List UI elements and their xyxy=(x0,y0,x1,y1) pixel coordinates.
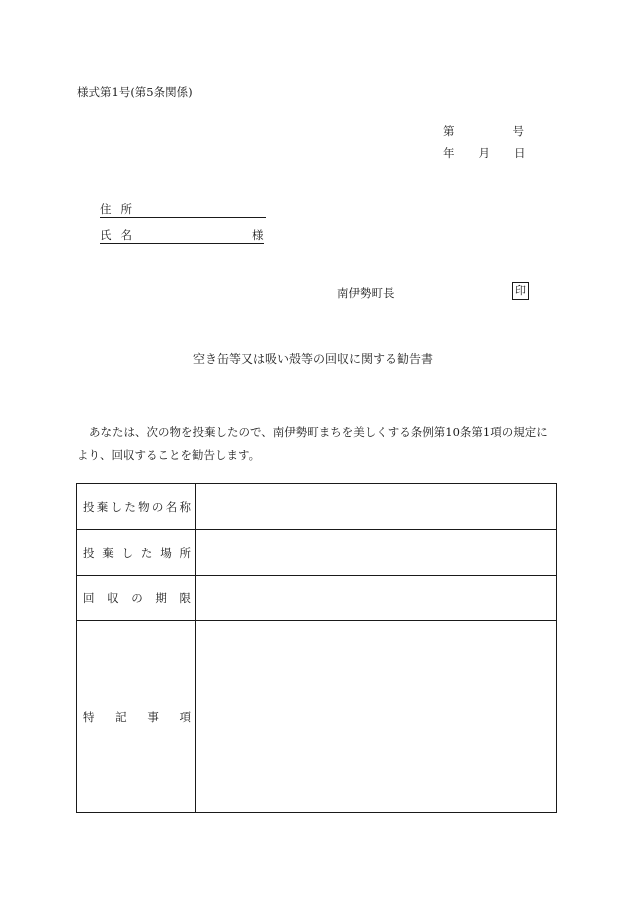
row-value-deadline xyxy=(196,576,557,621)
date-month-label: 月 xyxy=(478,146,490,160)
details-table xyxy=(76,483,557,813)
address-field-line xyxy=(136,203,266,218)
table-row xyxy=(77,530,557,576)
address-label: 住所 xyxy=(100,202,141,216)
date-day-label: 日 xyxy=(514,146,526,160)
table-row xyxy=(77,576,557,621)
row-label-remarks: 特記事項 xyxy=(77,621,196,813)
document-title: 空き缶等又は吸い殻等の回収に関する勧告書 xyxy=(193,352,434,366)
reference-number-line xyxy=(443,123,524,139)
row-value-item-name xyxy=(196,484,557,530)
ref-dai-label: 第 xyxy=(443,124,455,138)
form-number: 様式第1号(第5条関係) xyxy=(77,85,193,99)
address-row xyxy=(100,201,266,218)
row-value-remarks xyxy=(196,621,557,813)
honorific-sama: 様 xyxy=(252,228,264,242)
date-year-label: 年 xyxy=(443,146,455,160)
row-label-item-name: 投棄した物の名称 xyxy=(77,484,196,530)
name-label: 氏名 xyxy=(100,228,141,242)
ref-go-label: 号 xyxy=(512,124,524,138)
row-value-location xyxy=(196,530,557,576)
date-line xyxy=(443,145,526,161)
table-row xyxy=(77,621,557,813)
name-row xyxy=(100,227,264,244)
issuer-title: 南伊勢町長 xyxy=(337,286,395,300)
name-field-line xyxy=(136,229,252,244)
seal-mark: 印 xyxy=(512,282,529,300)
body-line-1: あなたは、次の物を投棄したので、南伊勢町まちを美しくする条例第10条第1項の規定に xyxy=(89,425,548,439)
body-text xyxy=(77,421,557,467)
table-row xyxy=(77,484,557,530)
row-label-deadline: 回収の期限 xyxy=(77,576,196,621)
body-line-2: より、回収することを勧告します。 xyxy=(77,448,261,462)
row-label-location: 投棄した場所 xyxy=(77,530,196,576)
